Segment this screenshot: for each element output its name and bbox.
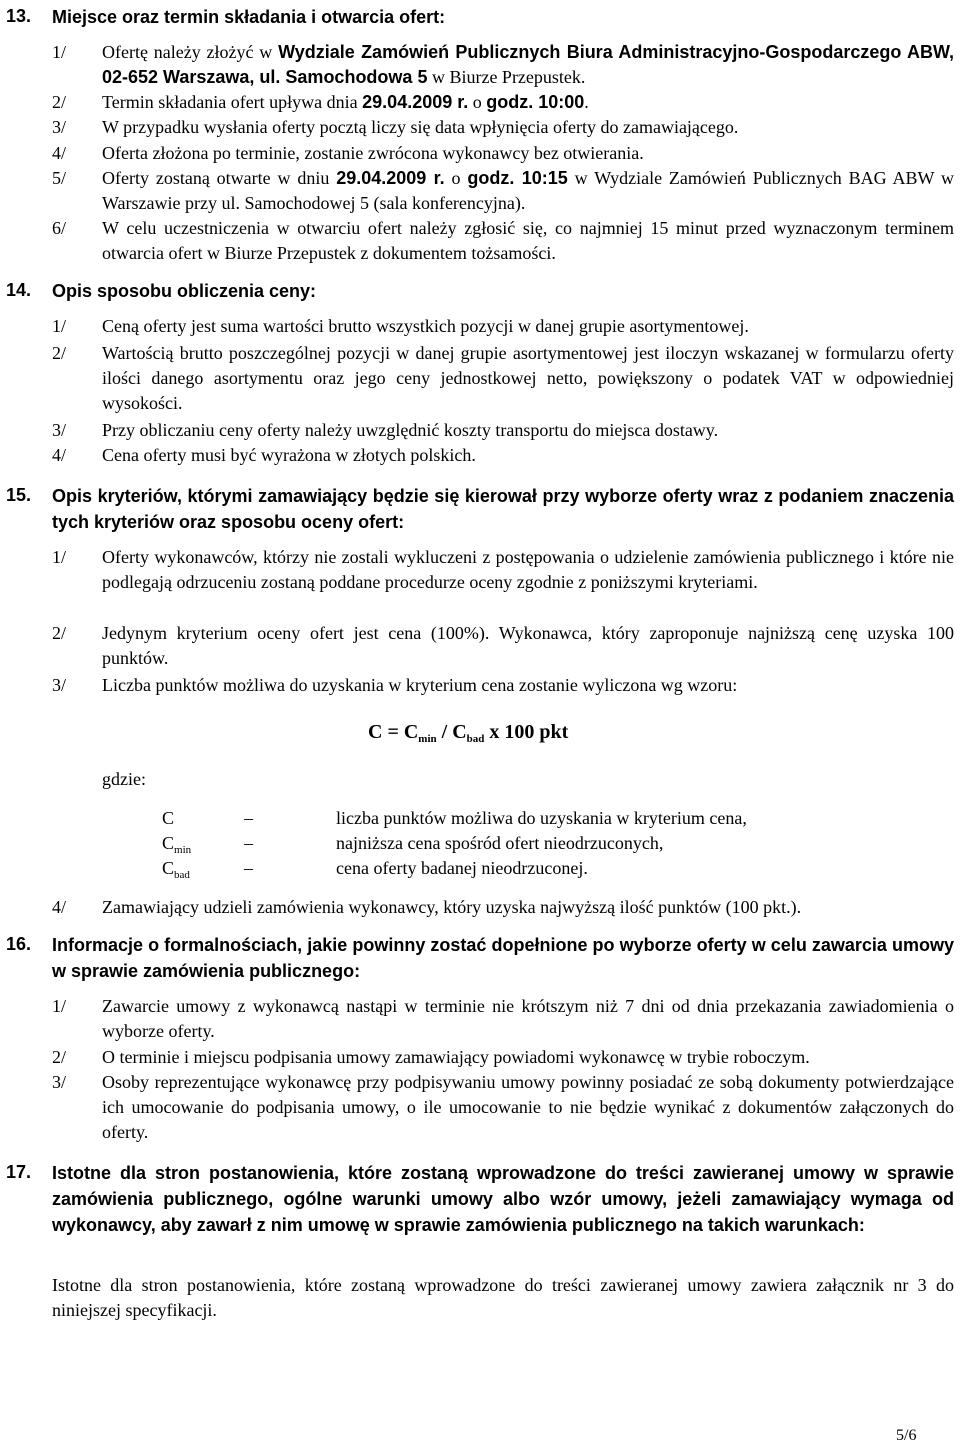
text-part: Ofertę należy złożyć w [102,42,279,62]
text-part: o [444,168,468,188]
definition-dash: – [244,833,253,853]
s13-item-3 [52,115,954,140]
text-part: Oferty zostaną otwarte w dniu [102,168,337,188]
definition-text: cena oferty badanej nieodrzuconej. [336,858,588,878]
formula-part: C = C [368,721,419,743]
section-13-number: 13. [6,6,32,26]
item-text: W przypadku wysłania oferty pocztą liczy się data wpłynięcia oferty do zamawiającego. [102,117,739,137]
item-text: Liczba punktów możliwa do uzyskania w kryterium cena zostanie wyliczona wg wzoru: [102,675,738,695]
section-15-number: 15. [6,485,32,505]
item-text: W celu uczestniczenia w otwarciu ofert należy zgłosić się, co najmniej 15 minut przed wyznaczonym terminem otwarcia ofert w Biurze Przepustek z dokumentem tożsamości. [102,218,954,263]
item-text [102,90,954,115]
section-14-number: 14. [6,280,32,300]
item-text: Zawarcie umowy z wykonawcą nastąpi w terminie nie krótszym niż 7 dni od dnia przekazania zawiadomienia o wyborze oferty. [102,996,954,1041]
text-part: Termin składania ofert upływa dnia [102,92,363,112]
section-16-number: 16. [6,934,32,954]
item-number: 3/ [52,117,67,137]
formula-subscript: bad [466,733,485,745]
item-number: 1/ [52,316,67,336]
definition-symbol [162,856,190,888]
s14-item-4 [52,443,954,468]
item-text: Oferta złożona po terminie, zostanie zwrócona wykonawcy bez otwierania. [102,143,644,163]
section-16-title: Informacje o formalnościach, jakie powinny zostać dopełnione po wyborze oferty w celu zawarcia umowy w sprawie zamówienia publicznego: [52,935,954,981]
s13-item-1 [52,40,954,90]
text-part: w Biurze Przepustek. [427,67,586,87]
definition-dash: – [244,858,253,878]
s16-item-1 [52,994,954,1044]
item-number: 1/ [52,547,67,567]
item-text: Jedynym kryterium oceny ofert jest cena (100%). Wykonawca, który zaproponuje najniższą cenę uzyska 100 punktów. [102,623,954,668]
price-formula [368,720,568,752]
item-number: 5/ [52,168,67,188]
item-text: Osoby reprezentujące wykonawcę przy podpisywaniu umowy powinny posiadać ze sobą dokumenty potwierdzające ich umocowanie do podpisania umowy, o ile umocowanie to nie będzie wynikać z dokumentów załączonych do oferty. [102,1072,954,1142]
symbol-text: C [162,858,175,878]
item-number: 1/ [52,42,67,62]
s16-item-3 [52,1070,954,1145]
s15-item-3 [52,673,954,698]
text-part: . [584,92,589,112]
section-17-paragraph: Istotne dla stron postanowienia, które zostaną wprowadzone do treści zawieranej umowy zawiera załącznik nr 3 do niniejszej specyfikacji. [52,1275,954,1320]
item-number: 4/ [52,897,67,917]
section-14-title: Opis sposobu obliczenia ceny: [52,281,317,301]
item-text: Ceną oferty jest suma wartości brutto wszystkich pozycji w danej grupie asortymentowej. [102,316,749,336]
s14-item-2 [52,341,954,416]
item-number: 4/ [52,143,67,163]
text-part: o [468,92,487,112]
s16-item-2 [52,1045,954,1070]
definition-text: najniższa cena spośród ofert nieodrzuconych, [336,833,664,853]
formula-part: / C [436,721,467,743]
item-text: O terminie i miejscu podpisania umowy zamawiający powiadomi wykonawcę w trybie roboczym. [102,1047,810,1067]
section-17-title: Istotne dla stron postanowienia, które zostaną wprowadzone do treści zawieranej umowy w sprawie zamówienia publicznego, ogólne warunki umowy albo wzór umowy, jeżeli zamawiający wymaga od wykonawcy, aby zawarł z nim umowę w sprawie zamówienia publicznego na takich warunkach: [52,1163,954,1235]
s13-item-5 [52,166,954,216]
definition-dash: – [244,808,253,828]
item-number: 2/ [52,1047,67,1067]
s15-item-1 [52,545,954,595]
s15-item-2 [52,621,954,671]
symbol-text: C [162,833,175,853]
item-number: 6/ [52,218,67,238]
s13-item-4 [52,141,954,166]
s15-item-4 [52,895,954,920]
item-text: Cena oferty musi być wyrażona w złotych polskich. [102,445,476,465]
where-label: gdzie: [102,769,146,789]
bold-part: godz. 10:00 [486,92,585,112]
s13-item-2 [52,90,954,115]
s13-item-6 [52,216,954,266]
bold-part: 29.04.2009 r. [362,92,469,112]
item-text: Zamawiający udzieli zamówienia wykonawcy, który uzyska najwyższą ilość punktów (100 pkt.). [102,897,802,917]
definition-text: liczba punktów możliwa do uzyskania w kryterium cena, [336,808,747,828]
bold-part: Wydziale Zamówień Publicznych Biura Administracyjno-Gospodarczego ABW, 02-652 Warszawa, ul. Samochodowa 5 [102,42,954,87]
item-text [102,40,954,90]
symbol-text: C [162,808,175,828]
bold-part: 29.04.2009 r. [336,168,445,188]
symbol-subscript: bad [174,869,190,881]
s14-item-3 [52,418,954,443]
item-number: 2/ [52,92,67,112]
bold-part: godz. 10:15 [467,168,568,188]
s14-item-1 [52,314,954,339]
item-number: 4/ [52,445,67,465]
item-number: 3/ [52,420,67,440]
item-number: 2/ [52,343,67,363]
item-text: Wartością brutto poszczególnej pozycji w danej grupie asortymentowej jest iloczyn wskazanej w formularzu oferty ilości danego asortymentu oraz jego ceny jednostkowej netto, powiększony o podatek VAT w odpowiedniej wysokości. [102,343,954,413]
item-text: Przy obliczaniu ceny oferty należy uwzględnić koszty transportu do miejsca dostawy. [102,420,719,440]
item-number: 2/ [52,623,67,643]
section-13-title: Miejsce oraz termin składania i otwarcia ofert: [52,7,446,27]
item-text [102,166,954,216]
page-number: 5/6 [896,1427,917,1444]
section-15-title: Opis kryteriów, którymi zamawiający będzie się kierował przy wyborze oferty wraz z podaniem znaczenia tych kryteriów oraz sposobu oceny ofert: [52,486,954,532]
item-number: 1/ [52,996,67,1016]
section-17-number: 17. [6,1162,32,1182]
text-part: w Wydziale Zamówień Publicznych BAG ABW w Warszawie przy ul. Samochodowej 5 (sala konferencyjna). [102,168,954,213]
item-text: Oferty wykonawców, którzy nie zostali wykluczeni z postępowania o udzielenie zamówienia publicznego i które nie podlegają odrzuceniu zostaną poddane procedurze oceny zgodnie z poniższymi kryteriami. [102,547,954,592]
item-number: 3/ [52,1072,67,1092]
formula-part: x 100 pkt [484,721,569,743]
formula-subscript: min [418,733,437,745]
symbol-subscript: min [174,844,192,856]
item-number: 3/ [52,675,67,695]
